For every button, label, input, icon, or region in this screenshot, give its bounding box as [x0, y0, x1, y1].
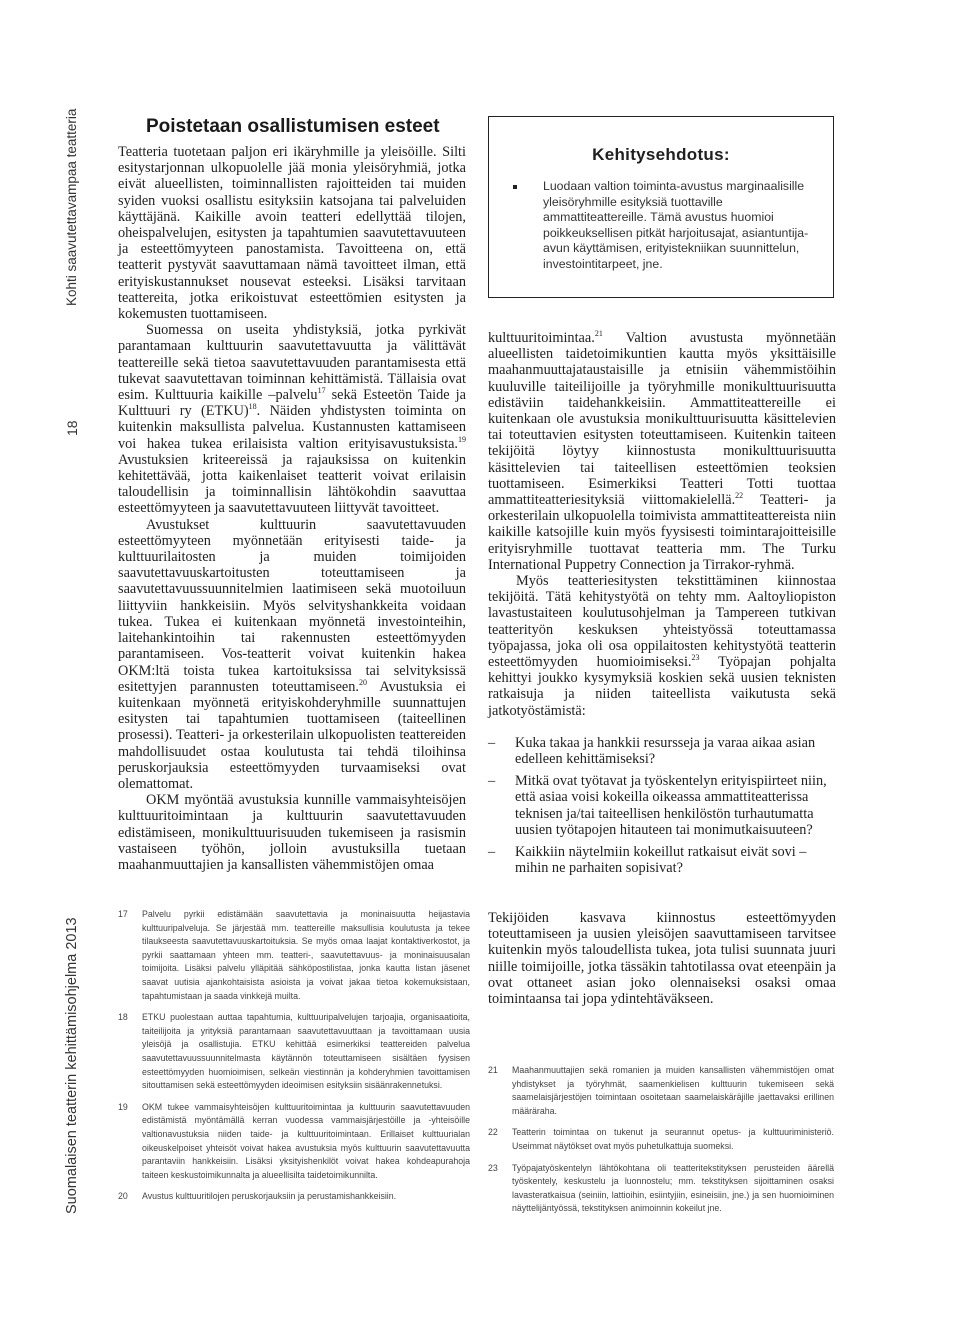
footnote	[118, 1190, 470, 1204]
footnote-ref[interactable]: 21	[594, 329, 603, 339]
footnote-text: Avustus kulttuuritilojen peruskorjauksiin ja perustamishankkeisiin.	[142, 1191, 397, 1202]
footnote-text: Työpajatyöskentelyn lähtökohtana oli teatteritekstityksen perusteiden äärellä työskentely, keskustelu ja luonnostelu; mm. tekstityksen sijoittaminen osaksi lavasteratkaisua (seiniin, lattioihin, esiintyjiin, esineisiin, jne.) ja sen huomioiminen näyttelijäntyössä, tekstityksen animoinnin kokeilut jne.	[512, 1162, 834, 1214]
footnote-number: 19	[118, 1101, 128, 1112]
footnote-ref[interactable]: 22	[735, 491, 744, 501]
suggestion-item: Luodaan valtion toiminta-avustus marginaalisille yleisöryhmille esityksiä tuottaville ammattiteattereille. Tämä avustus huomioi poikkeuksellisen pitkät harjoitusajat, asiantuntija-avun käyttämisen, erityistekniikan suunnittelun, investointitarpeet, jne.	[511, 179, 811, 272]
question-list	[488, 735, 836, 877]
footnote-number: 23	[488, 1162, 498, 1173]
question-item: – Kuka takaa ja hankkii resursseja ja varaa aikaa asian edelleen kehittämiseksi?	[488, 735, 836, 767]
suggestion-title: Kehitysehdotus:	[592, 145, 730, 164]
paragraph: Suomessa on useita yhdistyksiä, jotka pyrkivät parantamaan kulttuurin saavutettavuutta ja välittävät teattereille sekä tietoa saavutettavuuden parantamisesta että tukevat saavutettavan toiminnan kehittämistä. Tällaisia ovat esim. Kulttuuria kaikille –palvelu$^{17}$ sekä Esteetön Taide ja Kulttuuri ry (ETKU)$^{18}$. Näiden yhdistysten toiminta on kuitenkin maksullista palvelua. Kustannusten kattamiseen voi hakea tukea erilaisista valtion erityisavustuksista.$^{19}$ Avustuksien kriteereissä ja rajauksissa on kuitenkin kehitettävää, jotta kaikenlaiset teatterit voivat erilaisin taloudellisin ja toiminnallisin lähtökohdin saavuttaa esteettömyyteen ja saavutettavuuteen liittyvät tavoitteet.	[118, 322, 466, 517]
footnote-ref[interactable]: 23	[691, 653, 700, 663]
paragraph: Teatteria tuotetaan paljon eri ikäryhmille ja yleisöille. Silti esitystarjonnan ulkopuolelle jää monia yleisöryhmiä, jotka eivät alueellisten, toiminnallisten rajoitteiden tai muiden syiden vuoksi osallistu esityksiin katsojana tai palveluiden käyttäjänä. Kaikille avoin teatteri edellyttää tilojen, oheispalvelujen, esitysten ja tapahtumien saavutettavuuteen ja esteettömyyteen panostamista. Tavoitteena on, että teatterit pystyvät saavuttamaan nämä tavoitteet ilman, että erityiskustannukset nousevat esteeksi. Lisäksi tarvitaan teattereita, jotka erikoistuvat esteettömien esitysten ja kokemusten tuottamiseen.	[118, 144, 466, 323]
running-title: Kohti saavutettavampaa teatteria	[64, 108, 79, 306]
footnote-number: 22	[488, 1127, 498, 1138]
footnote-ref[interactable]: 19	[458, 434, 466, 444]
right-column	[488, 330, 836, 883]
right-body	[488, 330, 836, 719]
footnote-number: 17	[118, 909, 128, 919]
footnote-text: Maahanmuuttajien sekä romanien ja muiden kansallisten vähemmistöjen omat yhdistykset ja työryhmät, saamenkielisen kulttuurin tukemiseen sekä saamelaisjärjestöjen toimintaan osoitetaan saamelaiskäräjille jaettavaksi erillinen määräraha.	[512, 1065, 834, 1116]
paragraph: Tekijöiden kasvava kiinnostus esteettömyyden toteuttamiseen ja uusien yleisöjen saavuttamiseen tarvitsee kuitenkin myös taloudellista tukea, jota tulisi suunnata juuri niille toimijoille, jotka tässäkin tahtotilassa ovat eteenpäin ja ovat ottaneet asian joko olennaiseksi osaksi omaa toimintaansa tai jopa ydintehtäväkseen.	[488, 910, 836, 1008]
question-item: – Kaikkiin näytelmiin kokeillut ratkaisut eivät sovi – mihin ne parhaiten sopisivat?	[488, 844, 836, 876]
left-body	[118, 144, 466, 873]
suggestion-list	[511, 179, 811, 272]
footnote-text: Palvelu pyrkii edistämään saavutettavia ja moninaisuutta heijastavia kulttuuripalveluja. Se järjestää mm. teattereille maksullisia koulutusta ja tekee tilaukseesta saavutettavuuskartoituksia. Se myös omaa laajat kontaktiverkostot, ja pyrkii saattamaan yhteen mm. teatteri-, saavutettavuus- ja moninaisuusalan toimijoita. Lisäksi palvelu ylläpitää sähköpostilistaa, jonka kautta listan jäsenet saavat uutisia ajankohtaisista asioista ja voivat jakaa tietoa kokemuksistaan, tapahtumistaan ja saada vinkkejä muilta.	[142, 909, 470, 1001]
left-column	[118, 116, 466, 873]
footnote	[118, 1011, 470, 1093]
question-item: – Mitkä ovat työtavat ja työskentelyn erityispiirteet niin, että asiaa voisi kokeilla oikeassa ammattiteatterissa teknisen ja/tai taiteellisen henkilöstön turhautumatta uusien työtapojen hitauteen tai monimutkaisuuteen?	[488, 773, 836, 838]
footnote-text: ETKU puolestaan auttaa tapahtumia, kulttuuripalvelujen tarjoajia, organisaatioita, taiteilijoita ja yrityksiä parantamaan saavutettavuuttaan ja tavoittamaan uusia yleisöjä ja osallistujia. ETKU kehittää esimerkiksi teattereiden palvelua saavutettavuussuunnitelmasta käytännön toteuttamiseen sisältäen fyysisen esteettömyyden huomioimisen, selkeän viestinnän ja kohderyhmien tavoittamisen sitouttamisen sekä esteettömyyden ideoimisen esityksiin sisäänrakennetuksi.	[142, 1012, 470, 1091]
page-number: 18	[64, 420, 80, 436]
footnote	[488, 1126, 834, 1153]
footnote	[118, 908, 470, 1003]
footnotes-left	[118, 908, 470, 1212]
footnote-text: OKM tukee vammaisyhteisöjen kulttuuritoimintaa ja kulttuurin saavutettavuuden edistämistä myöntämällä kerran vuodessa vammaisjärjestöille ja -yhteisöille valtionavustuksia niiden taide- ja kulttuuritoimintaan. Erillaiset kulttuurialan oikeuskelpoiset yhteisöt voivat hakea avustuksia myös kulttuurin saavutettavuutta parantaviin hankkeisiin. Lisäksi yksityishenkilöt voivat hakea kohdeapurahoja taiteen keskustoimikunnalta ja alueellisilta taidetoimikunnilta.	[142, 1101, 470, 1180]
footnote-ref[interactable]: 20	[359, 677, 367, 687]
footnote	[488, 1064, 834, 1118]
section-heading: Poistetaan osallistumisen esteet	[146, 116, 440, 137]
footnote-ref[interactable]: 17	[317, 386, 326, 396]
footnote-number: 20	[118, 1191, 128, 1202]
paragraph: Myös teatteriesitysten tekstittäminen kiinnostaa tekijöitä. Tätä kehitystyötä on tehty mm. Aaltoyliopiston lavastustaiteen koulutusohjelman ja Tampereen tutkivan teatterityön keskuksen yhteistyössä toteuttamassa työpajassa, joka oli osa oppilaitosten kehitystyötä teatterin esteettömyyden huomioimiseksi.$^{23}$ Työpajan pohjalta kehittyi joukko kysymyksiä koskien sekä uusien teknisten ratkaisuja ja niiden taiteellista vaikutusta sekä jatkotyöstämistä:	[488, 573, 836, 719]
paragraph: kulttuuritoimintaa.$^{21}$ Valtion avustusta myönnetään alueellisten taidetoimikuntien kautta myös yksittäisille maahanmuuttajataustaisille ja etnisiin vähemmistöihin kuuluville taiteilijoille ja työryhmille monikulttuurisuutta edistäviin taidehankkeisiin. Ammattiteattereille ei kuitenkaan ole avustuksia monikulttuurisuutta käsittelevien tai toteuttavien esitysten toteuttamiseen. Kuitenkin taiteen tekijöitä löytyy kiinnostusta monikulttuurisuutta käsittelevien tai taiteellisen esteettömien teoksien tuottamiseen. Esimerkiksi Teatteri Totti tuottaa ammattiteatteriesityksiä viittomakielellä.$^{22}$ Teatteri- ja orkesterilain ulkopuolella toimivista ammattiteattereista niin kaikille katsojille kuin myös fyysisesti toimintarajoitteisille erityisryhmille tuottavat teatteria mm. The Turku International Puppetry Connection ja Tirrakor-ryhmä.	[488, 329, 836, 573]
closing-paragraph	[488, 910, 836, 1007]
footnote-ref[interactable]: 18	[248, 402, 257, 412]
publication-title: Suomalaisen teatterin kehittämisohjelma 2013	[64, 917, 80, 1214]
paragraph: Avustukset kulttuurin saavutettavuuden esteettömyyteen myönnetään erityisesti taide- ja kulttuurilaitosten ja muiden toimijoiden saavutettavuuskartoitusten toteuttamiseen ja saavutettavuussuunnitelmien laatimiseen sekä muotoiluun liittyviin hankkeisiin. Myös selvityshankkeita voidaan tukea. Tukea ei kuitenkaan myönnetä investointeihin, laitehankintoihin tai rakennusten esteettömyyden parantamiseen. Vos-teatterit voivat kuitenkin hakea OKM:ltä toista tukea kartoituksissa tai selvityksissä esitettyjen parannusten toteuttamiseen.$^{20}$ Avustuksia ei kuitenkaan myönnetä erityiskohderyhmille suunnattujen esitysten tai tapahtumien tuottamiseen (taiteellinen prosessi). Teatteri- ja orkesterilain ulkopuolisten teattereiden mahdollisuudet ostaa koulutusta tai tehdä tiloihinsa peruskorjauksia esteettömyyden turvaamiseksi ovat olemattomat.	[118, 516, 467, 792]
footnote	[488, 1162, 834, 1216]
footnotes-right	[488, 1064, 834, 1224]
footnote-text: Teatterin toimintaa on tukenut ja seurannut opetus- ja kulttuuriministeriö. Useimmat näytökset ovat myös puhetulkattuja suomeksi.	[512, 1127, 834, 1151]
footnote-number: 21	[488, 1065, 498, 1075]
footnote-number: 18	[118, 1012, 128, 1023]
footnote	[118, 1101, 470, 1183]
paragraph: OKM myöntää avustuksia kunnille vammaisyhteisöjen kulttuuritoimintaan ja kulttuurin saavutettavuuden edistämiseen, monikulttuurisuuden tukemiseen ja rasismin vastaiseen työhön, jolloin avustuksilla tuetaan maahanmuuttajien ja kansallisten vähemmistöjen omaa	[118, 792, 466, 873]
suggestion-box	[488, 116, 834, 298]
